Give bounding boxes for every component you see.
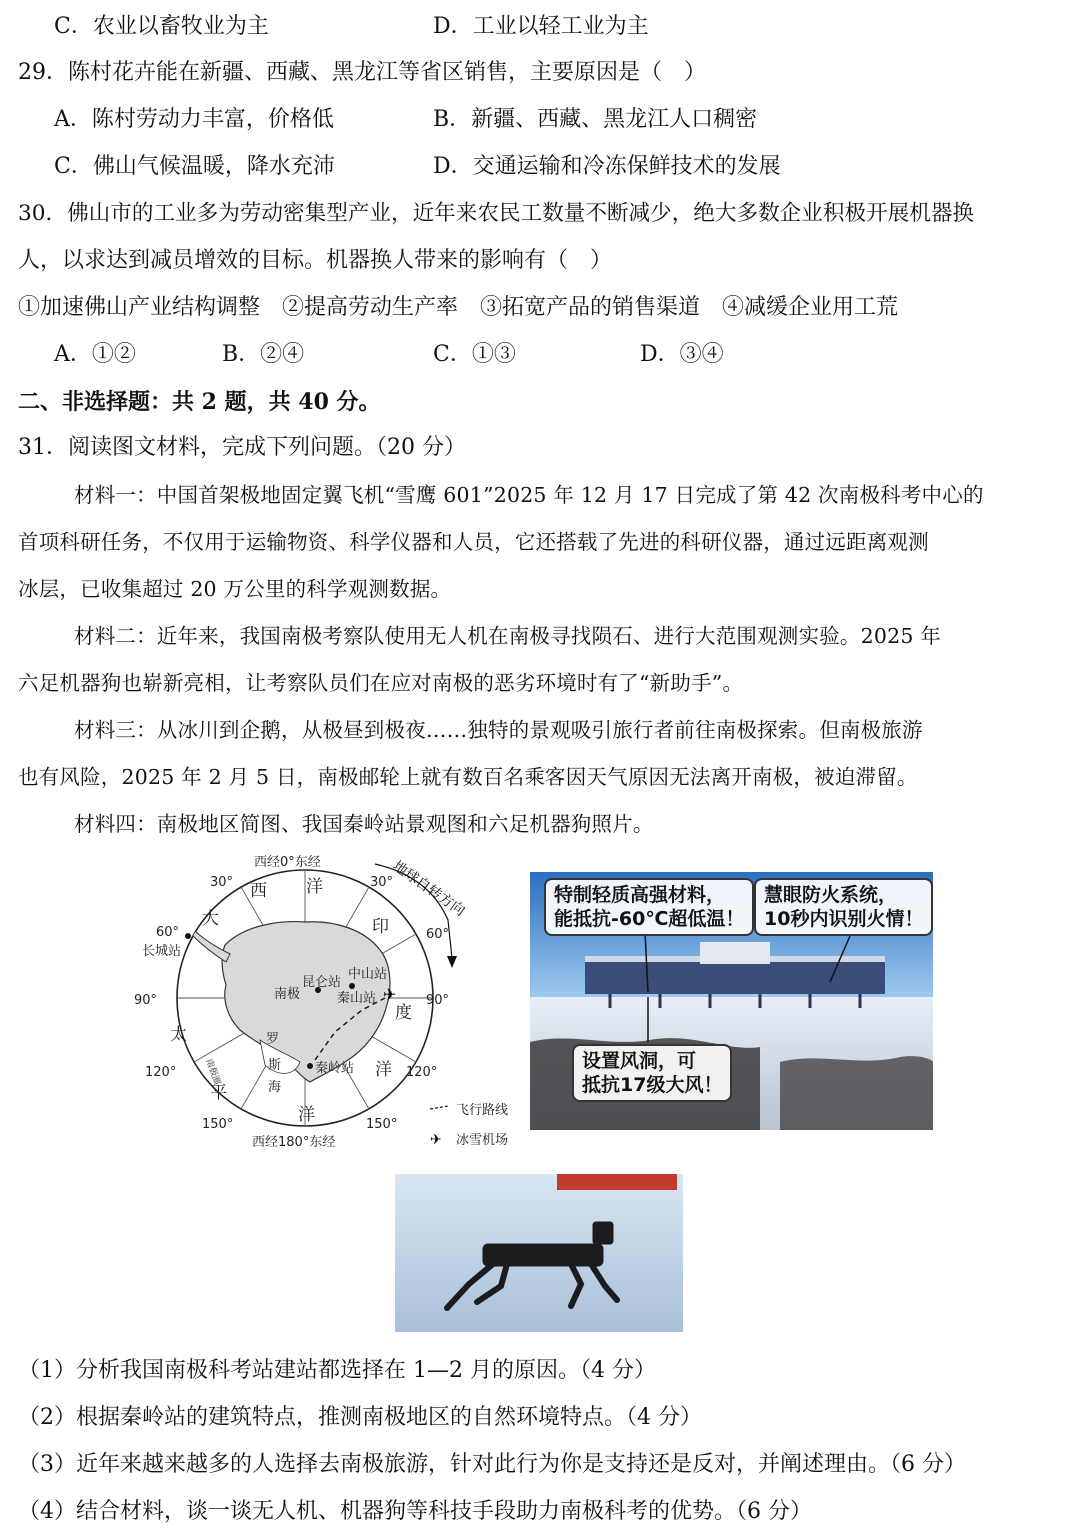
ocean-char-yin: 印 (372, 917, 389, 937)
ocean-char-du: 度 (395, 1003, 412, 1023)
changcheng-dot (185, 933, 191, 939)
ocean-char-yang2: 洋 (375, 1060, 392, 1080)
material-2-line2: 六足机器狗也崭新亮相，让考察队员们在应对南极的恶劣环境时有了“新助手”。 (18, 671, 744, 695)
robot-dog-photo (395, 1174, 683, 1332)
antarctica-map (130, 850, 520, 1150)
ocean-char-yang3: 洋 (298, 1105, 315, 1125)
ice-airport-icon: ✈ (383, 985, 397, 1004)
label-zhongshan: 中山站 (348, 967, 388, 982)
q30-stem-line2: 人，以求达到减员增效的目标。机器换人带来的影响有（ ） (18, 248, 613, 273)
label-antarctic-circle: 南极圈 (203, 1057, 222, 1087)
ross-char-2: 斯 (268, 1058, 282, 1073)
material-3-line2: 也有风险，2025 年 2 月 5 日，南极邮轮上就有数百名乘客因天气原因无法离开南极，被迫滞留。 (18, 765, 918, 789)
material-1-line1: 材料一：中国首架极地固定翼飞机“雪鹰 601”2025 年 12 月 17 日完成了第 42 次南极科考中心的 (74, 483, 984, 507)
qinling-dot (307, 1063, 313, 1069)
q28-option-d: D．工业以轻工业为主 (433, 14, 649, 39)
station-tower (700, 942, 770, 964)
legend-route-label: 飞行路线 (456, 1103, 509, 1118)
callout-wind-tunnel: 设置风洞，可 抵抗17级大风！ (572, 1044, 732, 1102)
rotation-label (390, 857, 469, 919)
callout-material: 特制轻质高强材料， 能抵抗-60℃超低温！ (544, 878, 754, 936)
label-changcheng: 长城站 (142, 944, 182, 959)
label-120-left: 120° (145, 1065, 177, 1080)
q30-option-a: A．①② (54, 342, 136, 367)
q29-option-d: D．交通运输和冷冻保鲜技术的发展 (433, 154, 781, 179)
label-60-right: 60° (426, 927, 450, 942)
material-3-line1: 材料三：从冰川到企鹅，从极昼到极夜……独特的景观吸引旅行者前往南极探索。但南极旅游 (74, 718, 923, 742)
label-kunlun: 昆仑站 (302, 975, 342, 990)
ocean-char-yang1: 洋 (306, 877, 323, 897)
label-30-left: 30° (210, 875, 234, 890)
q29-option-a: A．陈村劳动力丰富，价格低 (54, 107, 334, 132)
q31-stem: 31．阅读图文材料，完成下列问题。（20 分） (18, 435, 466, 460)
label-south-pole: 南极 (274, 987, 301, 1002)
ross-char-1: 罗 (266, 1032, 280, 1047)
label-taishan: 秦山站 (337, 991, 377, 1006)
ocean-char-xi: 西 (250, 881, 267, 901)
section-heading: 二、非选择题：共 2 题，共 40 分。 (18, 389, 381, 415)
ocean-char-tai: 太 (170, 1025, 187, 1045)
ocean-char-ping: 平 (210, 1083, 227, 1103)
svg-text:地球自转方向: 地球自转方向 (389, 858, 468, 920)
subquestion-2: （2）根据秦岭站的建筑特点，推测南极地区的自然环境特点。（4 分） (18, 1405, 702, 1430)
subquestion-3: （3）近年来越来越多的人选择去南极旅游，针对此行为你是支持还是反对，并阐述理由。（6 分） (18, 1452, 966, 1477)
label-120-right: 120° (406, 1065, 438, 1080)
rotation-arrowhead (447, 956, 457, 968)
material-4: 材料四：南极地区简图、我国秦岭站景观图和六足机器狗照片。 (74, 812, 654, 836)
ross-char-3: 海 (268, 1080, 282, 1095)
q30-items: ①加速佛山产业结构调整 ②提高劳动生产率 ③拓宽产品的销售渠道 ④减缓企业用工荒 (18, 295, 899, 320)
legend-airport-icon: ✈ (430, 1132, 442, 1148)
qinling-station-photo (530, 872, 933, 1130)
label-150-left: 150° (202, 1117, 234, 1132)
q29-stem: 29．陈村花卉能在新疆、西藏、黑龙江等省区销售，主要原因是（ ） (18, 60, 706, 85)
legend-route-line (430, 1106, 448, 1109)
subquestion-4: （4）结合材料，谈一谈无人机、机器狗等科技手段助力南极科考的优势。（6 分） (18, 1499, 812, 1524)
legend-airport-label: 冰雪机场 (456, 1133, 509, 1148)
red-object (557, 1174, 677, 1190)
label-150-right: 150° (366, 1117, 398, 1132)
material-2-line1: 材料二：近年来，我国南极考察队使用无人机在南极寻找陨石、进行大范围观测实验。2025 年 (74, 624, 941, 648)
ocean-char-da: 大 (202, 909, 219, 929)
q29-option-b: B．新疆、西藏、黑龙江人口稠密 (433, 107, 758, 132)
zhongshan-dot (349, 983, 355, 989)
q29-option-c: C．佛山气候温暖，降水充沛 (54, 154, 335, 179)
q30-stem-line1: 30．佛山市的工业多为劳动密集型产业，近年来农民工数量不断减少，绝大多数企业积极开展机器换 (18, 201, 975, 226)
label-60-left: 60° (156, 925, 180, 940)
q28-option-c: C．农业以畜牧业为主 (54, 14, 269, 39)
subquestion-1: （1）分析我国南极科考站建站都选择在 1—2 月的原因。（4 分） (18, 1358, 656, 1383)
label-30-right: 30° (370, 875, 394, 890)
label-top-meridian: 西经0°东经 (254, 855, 321, 870)
label-bottom-meridian: 西经180°东经 (252, 1135, 336, 1150)
material-1-line2: 首项科研任务，不仅用于运输物资、科学仪器和人员，它还搭载了先进的科研仪器，通过远距离观测 (18, 530, 929, 554)
q30-option-b: B．②④ (222, 342, 305, 367)
q30-option-c: C．①③ (433, 342, 516, 367)
q30-option-d: D．③④ (640, 342, 724, 367)
label-90-left: 90° (134, 993, 158, 1008)
material-1-line3: 冰层，已收集超过 20 万公里的科学观测数据。 (18, 577, 452, 601)
label-qinling: 秦岭站 (315, 1061, 355, 1076)
label-90-right: 90° (426, 993, 450, 1008)
callout-fire-system: 慧眼防火系统， 10秒内识别火情！ (754, 878, 933, 936)
